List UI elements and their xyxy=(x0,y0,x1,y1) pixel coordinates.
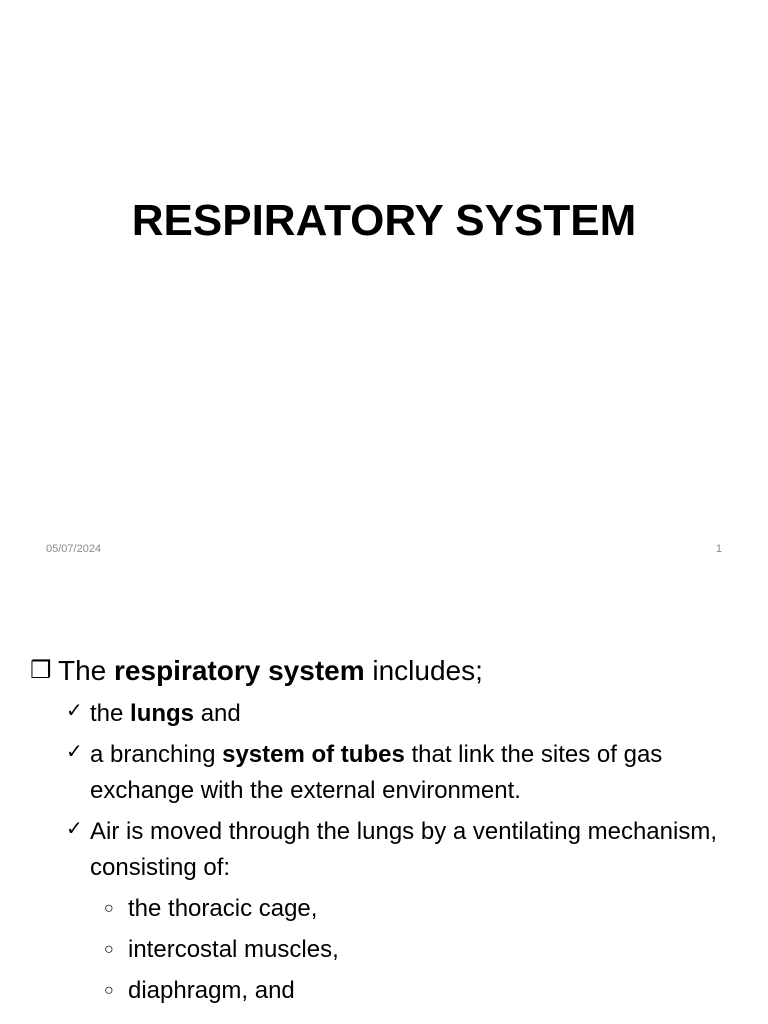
slide-page-number: 1 xyxy=(715,543,722,555)
sub-list-item xyxy=(30,891,750,927)
list-item xyxy=(30,814,750,886)
list-item-text xyxy=(90,814,750,886)
slide-title: RESPIRATORY SYSTEM xyxy=(131,196,637,245)
slide-2 xyxy=(0,576,768,1024)
hollow-square-icon: ❒ xyxy=(30,657,52,684)
hollow-circle-icon: ○ xyxy=(104,982,114,999)
item-prefix: a branching xyxy=(90,741,223,768)
heading-suffix: includes; xyxy=(364,655,483,686)
checkmark-icon: ✓ xyxy=(66,700,83,722)
hollow-circle-icon: ○ xyxy=(104,941,114,958)
heading-prefix: The xyxy=(58,655,115,686)
sub-list-item-text: the thoracic cage, xyxy=(128,895,318,922)
slide-date: 05/07/2024 xyxy=(46,543,102,555)
sub-list-item-text: diaphragm, and xyxy=(128,977,295,1004)
item-suffix: that link the sites of gas exchange with the external environment. xyxy=(90,741,663,804)
main-bullet xyxy=(30,654,750,688)
heading-bold: respiratory system xyxy=(114,655,365,686)
sub-list-item xyxy=(30,973,750,1009)
list-item xyxy=(30,696,750,732)
checkmark-icon: ✓ xyxy=(66,818,83,840)
sub-list-item xyxy=(30,932,750,968)
slide-content xyxy=(30,654,750,1014)
item-prefix: Air is moved through the lungs by a ventilating mechanism, consisting of: xyxy=(90,818,717,881)
checkmark-icon: ✓ xyxy=(66,741,83,763)
list-item-text xyxy=(90,737,750,809)
list-item-text xyxy=(90,696,241,732)
item-bold: system of tubes xyxy=(222,741,405,768)
main-bullet-text xyxy=(58,654,483,688)
sub-list-item-text: intercostal muscles, xyxy=(128,936,339,963)
hollow-circle-icon: ○ xyxy=(104,900,114,917)
item-bold: lungs xyxy=(130,700,195,727)
list-item xyxy=(30,737,750,809)
item-suffix: and xyxy=(194,700,241,727)
item-prefix: the xyxy=(90,700,131,727)
